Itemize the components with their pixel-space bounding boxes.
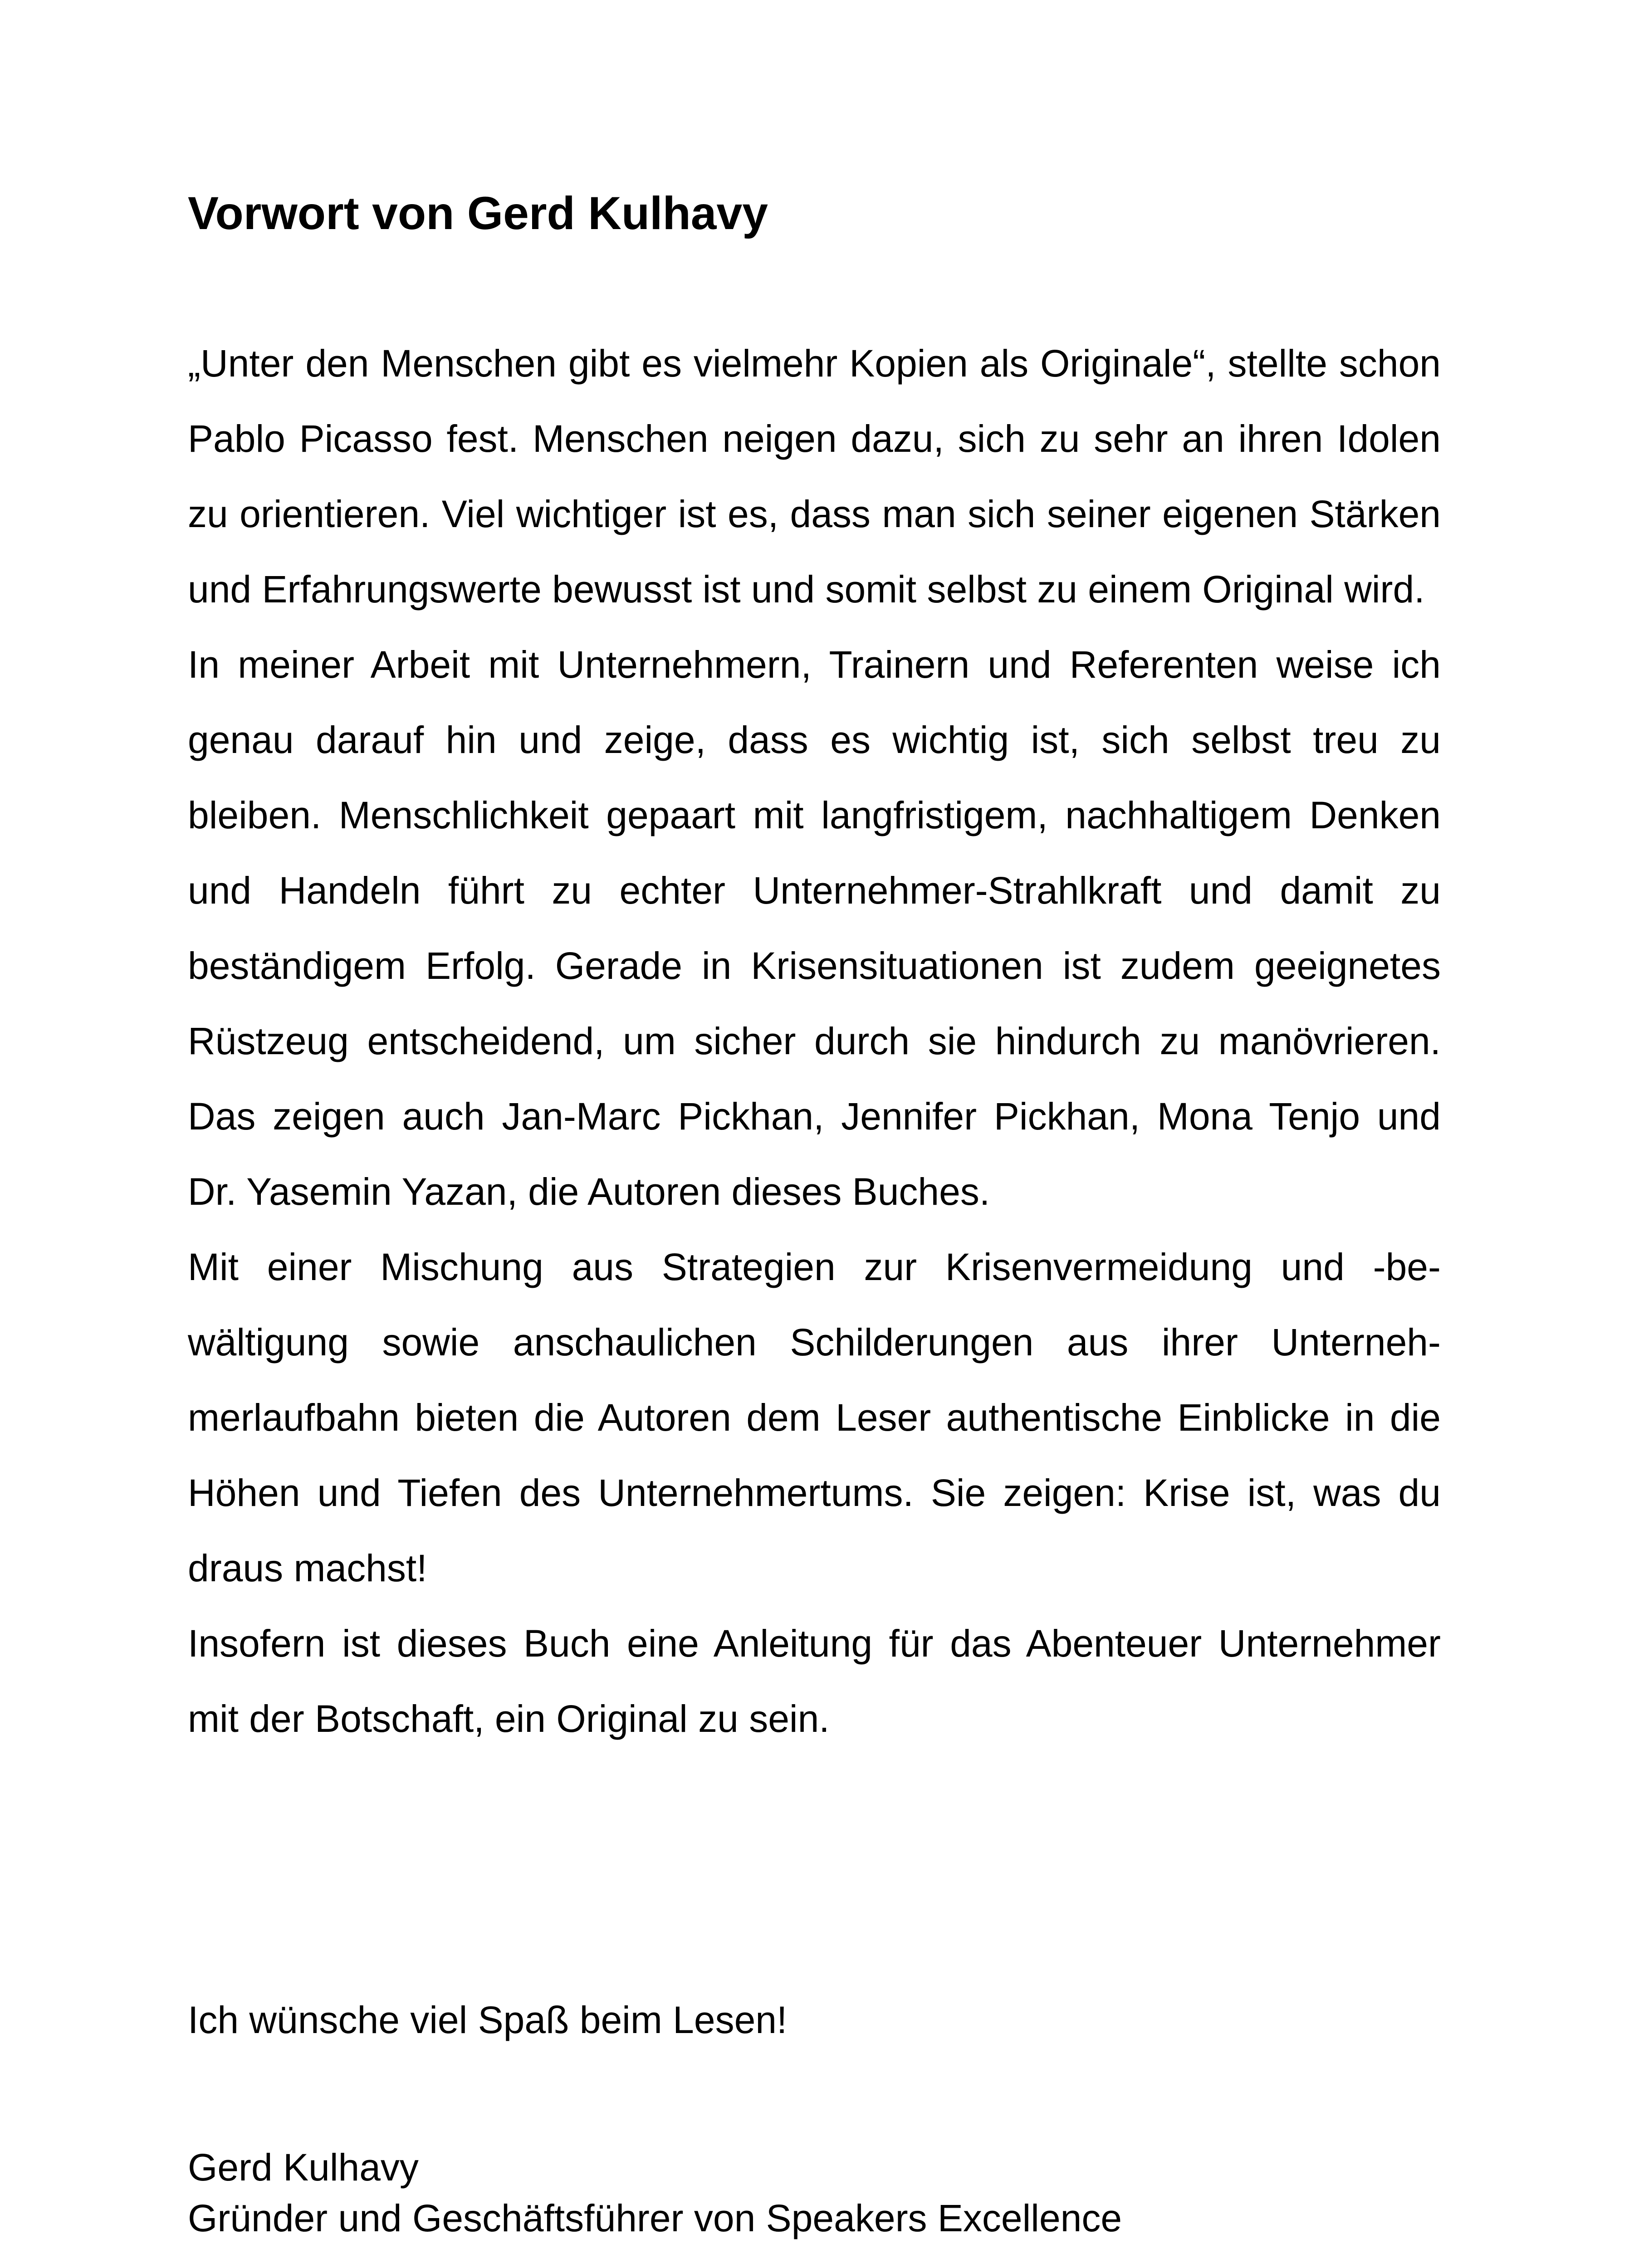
signature-name: Gerd Kulhavy	[188, 2146, 419, 2189]
closing-line: Ich wünsche viel Spaß beim Lesen!	[188, 1999, 788, 2041]
paragraph: In meiner Arbeit mit Unternehmern, Trainern und Referenten weise ich genau darauf hin und zeige, dass es wichtig ist, sich selbst treu zu bleiben. Menschlichkeit gepaart mit langfristigem, nachhaltigem Denken und Handeln führt zu echter Unternehmer-Strahlkraft und damit zu beständigem Erfolg. Gerade in Krisensituationen ist zudem geeignetes Rüstzeug entscheidend, um sicher durch sie hindurch zu manövrieren. Das zeigen auch Jan-Marc Pickhan, Jennifer Pickhan, Mona Tenjo und Dr. Yasemin Yazan, die Autoren dieses Buches.	[188, 643, 1441, 1213]
signature-title: Gründer und Geschäftsführer von Speakers Excellence	[188, 2197, 1122, 2239]
paragraph: Mit einer Mischung aus Strategien zur Krisenvermeidung und -bewältigung sowie anschaulichen Schilderungen aus ihrer Unternehmerlaufbahn bieten die Autoren dem Leser authentische Einblicke in die Höhen und Tiefen des Unternehmertums. Sie zeigen: Krise ist, was du draus machst!	[188, 1246, 1441, 1589]
signature-block	[188, 2142, 1122, 2244]
page-title: Vorwort von Gerd Kulhavy	[188, 187, 768, 239]
paragraph: Insofern ist dieses Buch eine Anleitung für das Abenteuer Unternehmer mit der Botschaft, ein Original zu sein.	[188, 1622, 1441, 1740]
paragraph: „Unter den Menschen gibt es vielmehr Kopien als Originale“, stellte schon Pablo Picasso fest. Menschen neigen dazu, sich zu sehr an ihren Idolen zu orientieren. Viel wichtiger ist es, dass man sich seiner eigenen Stärken und Erfahrungswerte bewusst ist und somit selbst zu einem Original wird.	[188, 342, 1441, 611]
body-text	[188, 326, 1441, 1756]
